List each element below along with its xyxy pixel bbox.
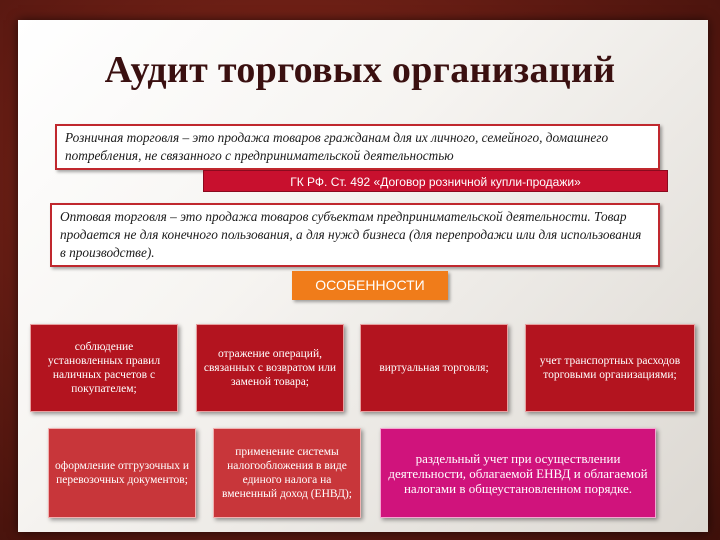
feature-card-returns [196,324,344,412]
features-badge: ОСОБЕННОСТИ [292,271,448,300]
feature-text: оформление отгрузочных и перевозочных документов; [55,460,189,486]
feature-text: отражение операций, связанных с возвратом или заменой товара; [203,348,337,388]
feature-card-transport-costs [525,324,695,412]
feature-card-virtual-trade [360,324,508,412]
wholesale-definition-text: Оптовая торговля – это продажа товаров субъектам предпринимательской деятельности. Товар продается не для конечного пользования, а для нужд бизнеса (для перепродажи или для использования в производстве). [60,209,642,260]
feature-text: учет транспортных расходов торговыми организациями; [539,355,681,381]
slide-title: Аудит торговых организаций [104,49,616,91]
feature-card-envd [213,428,361,518]
feature-card-cash-rules [30,324,178,412]
retail-definition-box [55,124,660,170]
feature-text: виртуальная торговля; [379,362,489,374]
feature-text: применение системы налогообложения в виде единого налога на вмененный доход (ЕНВД); [222,446,352,500]
feature-card-separate-accounting [380,428,656,518]
feature-card-shipping-docs [48,428,196,518]
civil-code-reference: ГК РФ. Ст. 492 «Договор розничной купли-продажи» [203,170,668,192]
feature-text: соблюдение установленных правил наличных расчетов с покупателем; [47,341,161,395]
retail-definition-text: Розничная торговля – это продажа товаров гражданам для их личного, семейного, домашнего потребления, не связанного с предпринимательской деятельностью [65,130,609,163]
feature-text: раздельный учет при осуществлении деятельности, облагаемой ЕНВД и облагаемой налогами в общеустановленном порядке. [388,450,648,496]
wholesale-definition-box [50,203,660,267]
